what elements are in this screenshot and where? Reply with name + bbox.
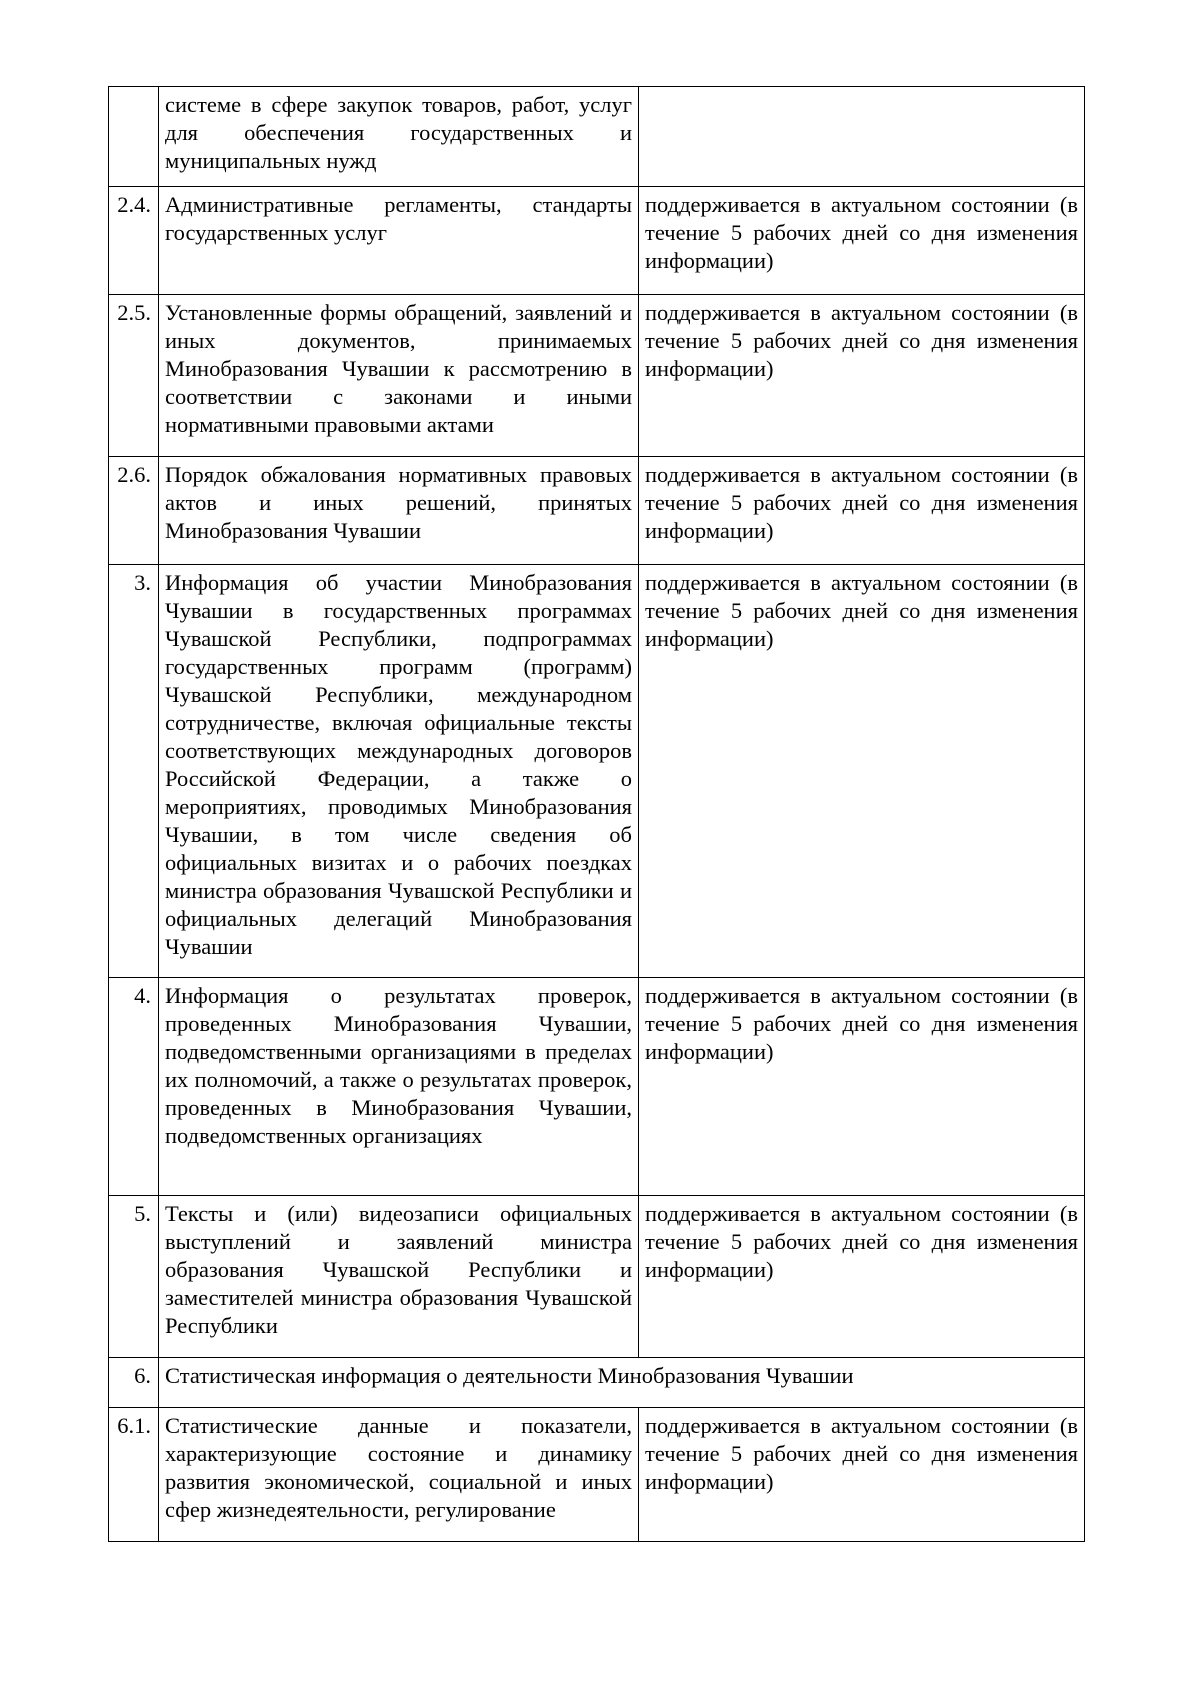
- row-number: 6.1.: [109, 1408, 159, 1542]
- table-row: [109, 187, 1085, 295]
- item-description: системе в сфере закупок товаров, работ, услуг для обеспечения государственных и муниципальных нужд: [159, 87, 639, 187]
- update-period: поддерживается в актуальном состоянии (в течение 5 рабочих дней со дня изменения информации): [639, 1196, 1085, 1358]
- item-description: Установленные формы обращений, заявлений и иных документов, принимаемых Минобразования Чувашии к рассмотрению в соответствии с законами и иными нормативными правовыми актами: [159, 295, 639, 457]
- update-period: поддерживается в актуальном состоянии (в течение 5 рабочих дней со дня изменения информации): [639, 457, 1085, 565]
- item-description: Информация об участии Минобразования Чувашии в государственных программах Чувашской Республики, подпрограммах государственных программ (программ) Чувашской Республики, международном сотрудничестве, включая официальные тексты соответствующих международных договоров Российской Федерации, а также о мероприятиях, проводимых Минобразования Чувашии, в том числе сведения об официальных визитах и о рабочих поездках министра образования Чувашской Республики и официальных делегаций Минобразования Чувашии: [159, 565, 639, 978]
- row-number: [109, 87, 159, 187]
- item-description: Тексты и (или) видеозаписи официальных выступлений и заявлений министра образования Чувашской Республики и заместителей министра образования Чувашской Республики: [159, 1196, 639, 1358]
- row-number: 4.: [109, 978, 159, 1196]
- table-row: [109, 1196, 1085, 1358]
- item-description: Административные регламенты, стандарты государственных услуг: [159, 187, 639, 295]
- table-row: [109, 295, 1085, 457]
- row-number: 2.4.: [109, 187, 159, 295]
- update-period: поддерживается в актуальном состоянии (в течение 5 рабочих дней со дня изменения информации): [639, 565, 1085, 978]
- table-row: [109, 1408, 1085, 1542]
- table-row: [109, 978, 1085, 1196]
- item-description: Статистические данные и показатели, характеризующие состояние и динамику развития экономической, социальной и иных сфер жизнедеятельности, регулирование: [159, 1408, 639, 1542]
- update-period: поддерживается в актуальном состоянии (в течение 5 рабочих дней со дня изменения информации): [639, 187, 1085, 295]
- section-title: Статистическая информация о деятельности Минобразования Чувашии: [159, 1358, 1085, 1408]
- table-row: [109, 565, 1085, 978]
- row-number: 3.: [109, 565, 159, 978]
- document-table: [108, 86, 1085, 1542]
- update-period: [639, 87, 1085, 187]
- row-number: 2.6.: [109, 457, 159, 565]
- row-number: 6.: [109, 1358, 159, 1408]
- row-number: 2.5.: [109, 295, 159, 457]
- update-period: поддерживается в актуальном состоянии (в течение 5 рабочих дней со дня изменения информации): [639, 295, 1085, 457]
- table-row: [109, 87, 1085, 187]
- item-description: Информация о результатах проверок, проведенных Минобразования Чувашии, подведомственными организациями в пределах их полномочий, а также о результатах проверок, проведенных в Минобразования Чувашии, подведомственных организациях: [159, 978, 639, 1196]
- item-description: Порядок обжалования нормативных правовых актов и иных решений, принятых Минобразования Чувашии: [159, 457, 639, 565]
- section-header-row: [109, 1358, 1085, 1408]
- update-period: поддерживается в актуальном состоянии (в течение 5 рабочих дней со дня изменения информации): [639, 1408, 1085, 1542]
- table-row: [109, 457, 1085, 565]
- row-number: 5.: [109, 1196, 159, 1358]
- update-period: поддерживается в актуальном состоянии (в течение 5 рабочих дней со дня изменения информации): [639, 978, 1085, 1196]
